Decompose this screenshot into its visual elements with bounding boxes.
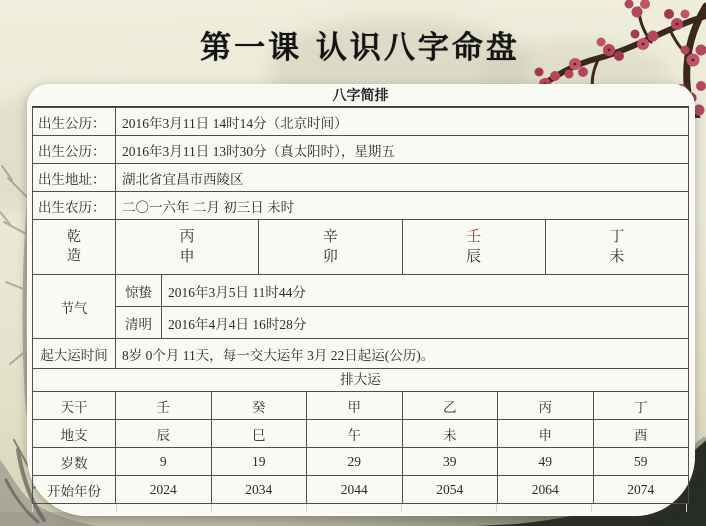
pillar-hour: [545, 220, 688, 275]
dayun-cell: 乙: [402, 392, 498, 420]
table-row: [33, 164, 689, 192]
dayun-cell: 申: [498, 420, 594, 448]
dayun-cell: 29: [307, 448, 403, 476]
birth-row-value: 2016年3月11日 13时30分（真太阳时），星期五: [116, 136, 689, 164]
dayun-cell: 辰: [116, 420, 212, 448]
jieqi-term-value: 2016年3月5日 11时44分: [162, 275, 689, 307]
table-row: [33, 136, 689, 164]
bazi-panel: [27, 84, 695, 516]
dayun-cell: 2054: [402, 476, 498, 504]
dayun-cell: 壬: [116, 392, 212, 420]
dayun-cell: 2034: [211, 476, 307, 504]
qidayun-value: 8岁 0个月 11天，每一交大运年 3月 22日起运(公历)。: [116, 339, 689, 369]
pillar-stem: 辛: [322, 229, 338, 245]
table-row: [33, 220, 689, 275]
dayun-cell: 39: [402, 448, 498, 476]
dayun-cell: 2024: [116, 476, 212, 504]
birth-row-value: 湖北省宜昌市西陵区: [116, 164, 689, 192]
jieqi-term-name: 清明: [116, 307, 162, 339]
birth-info-table: [32, 107, 689, 220]
dayun-cell: 癸: [211, 392, 307, 420]
dayun-cell: 2044: [307, 476, 403, 504]
pillar-branch: 卯: [322, 249, 338, 265]
dayun-cell: 19: [211, 448, 307, 476]
birth-row-label: 出生公历：: [33, 108, 116, 136]
table-caption: 八字简排: [32, 88, 689, 108]
pillar-stem: 丁: [609, 229, 625, 245]
dayun-cell: 2074: [593, 476, 689, 504]
dayun-row-label: 天干: [33, 392, 116, 420]
table-row: [33, 307, 689, 339]
luck-start-table: [32, 338, 689, 369]
table-row: [33, 476, 689, 504]
jieqi-label: 节气: [33, 275, 116, 339]
table-row: [33, 420, 689, 448]
dayun-cell: 丙: [498, 392, 594, 420]
dayun-cell: 59: [593, 448, 689, 476]
solar-terms-table: [32, 274, 689, 339]
dayun-cell: 甲: [307, 392, 403, 420]
birth-row-label: 出生农历：: [33, 192, 116, 220]
qianzao-label: [33, 220, 116, 275]
dayun-cell: 49: [498, 448, 594, 476]
dayun-cell: 9: [116, 448, 212, 476]
qianzao-label-top: 乾: [67, 230, 81, 245]
dayun-row-label: 地支: [33, 420, 116, 448]
dayun-caption: 排大运: [32, 368, 689, 392]
table-row: [33, 448, 689, 476]
table-row: [33, 108, 689, 136]
pillar-stem: 丙: [179, 229, 195, 245]
dayun-cell: 午: [307, 420, 403, 448]
dayun-table: [32, 391, 689, 504]
table-row: [33, 339, 689, 369]
table-row: [33, 192, 689, 220]
birth-row-value: 2016年3月11日 14时14分（北京时间）: [116, 108, 689, 136]
ghost-row: [32, 504, 689, 512]
pillar-stem: 壬: [466, 229, 482, 245]
pillar-branch: 辰: [466, 249, 482, 265]
birth-row-label: 出生公历：: [33, 136, 116, 164]
page-title: 第一课 认识八字命盘: [200, 30, 520, 66]
dayun-cell: 巳: [211, 420, 307, 448]
pillar-branch: 未: [609, 249, 625, 265]
pillar-year: [116, 220, 259, 275]
jieqi-term-value: 2016年4月4日 16时28分: [162, 307, 689, 339]
qidayun-label: 起大运时间: [33, 339, 116, 369]
table-row: [33, 392, 689, 420]
pillar-branch: 申: [179, 249, 195, 265]
jieqi-term-name: 惊蛰: [116, 275, 162, 307]
pillar-month: [259, 220, 402, 275]
table-row: [33, 275, 689, 307]
dayun-cell: 2064: [498, 476, 594, 504]
pillar-day: [402, 220, 545, 275]
dayun-cell: 未: [402, 420, 498, 448]
birth-row-value: 二〇一六年 二月 初三日 未时: [116, 192, 689, 220]
birth-row-label: 出生地址：: [33, 164, 116, 192]
four-pillars-table: [32, 219, 689, 275]
dayun-cell: 酉: [593, 420, 689, 448]
dayun-row-label: 开始年份: [33, 476, 116, 504]
qianzao-label-bottom: 造: [67, 249, 81, 264]
dayun-row-label: 岁数: [33, 448, 116, 476]
dayun-cell: 丁: [593, 392, 689, 420]
